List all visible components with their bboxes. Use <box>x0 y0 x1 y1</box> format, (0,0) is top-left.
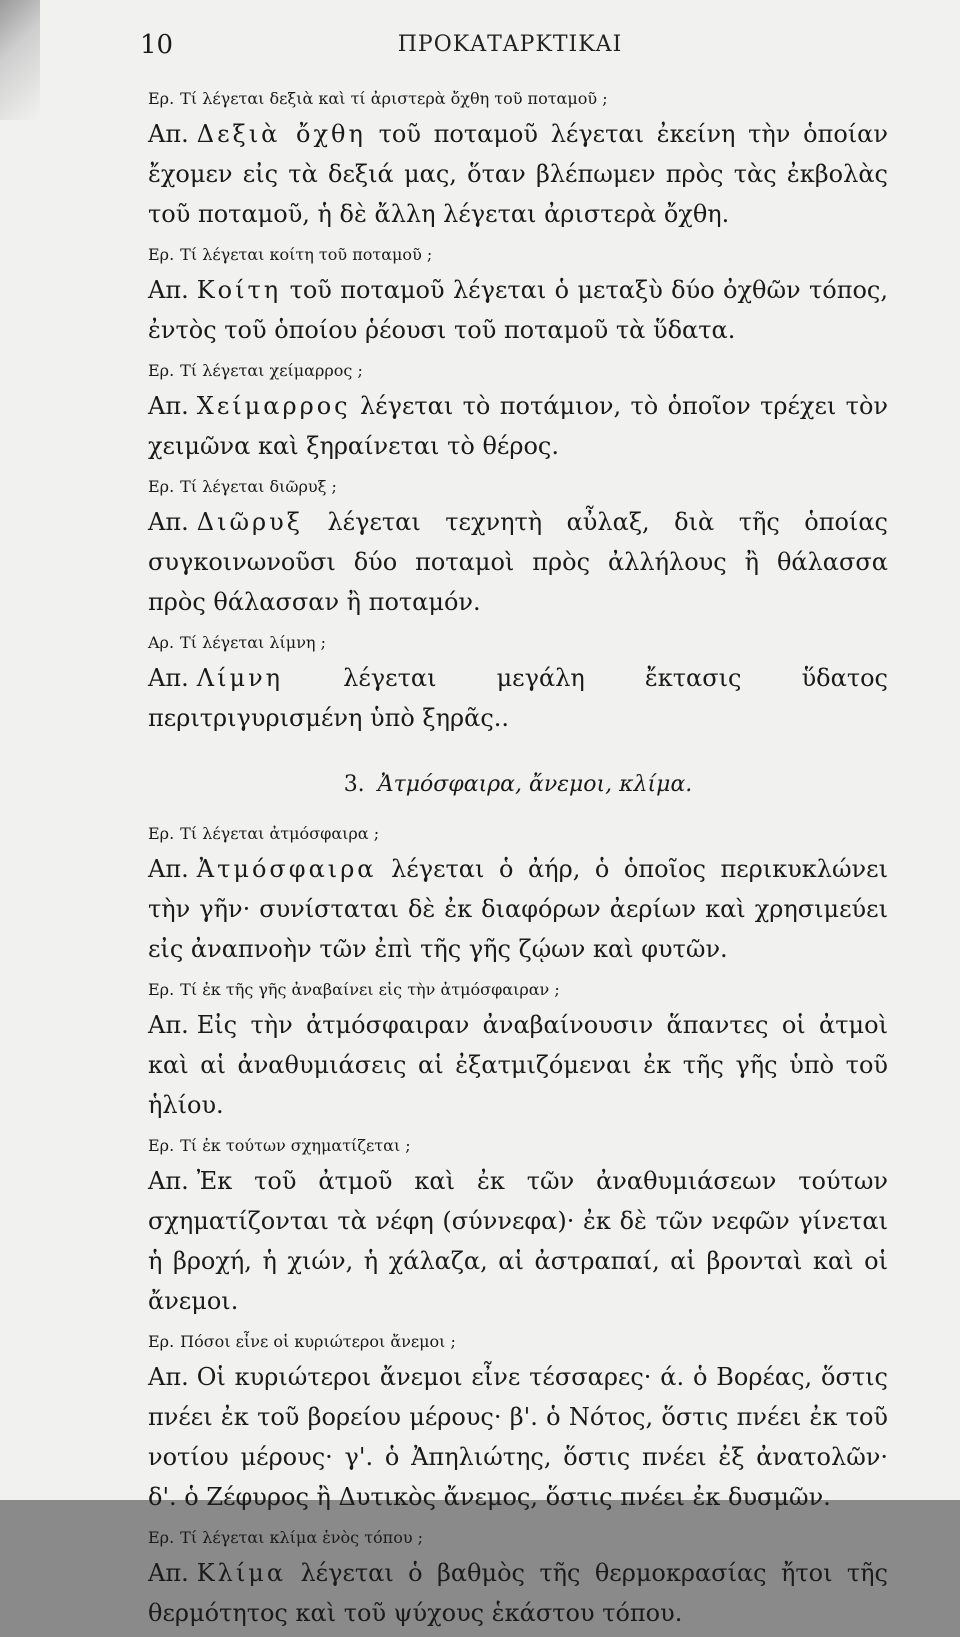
section-heading <box>148 772 888 797</box>
answer-term: Διῶρυξ <box>196 508 303 536</box>
answer-term: Κοίτη <box>196 276 282 304</box>
answer <box>148 849 888 969</box>
question-text: Τί λέγεται κοίτη τοῦ ποταμοῦ ; <box>180 245 433 264</box>
answer <box>148 270 888 350</box>
page-header <box>140 30 880 70</box>
answer <box>148 114 888 234</box>
answer-label: Απ. <box>148 276 189 304</box>
answer-term: Δεξιὰ ὄχθη <box>196 120 366 148</box>
answer-text: λέγεται ὁ βαθμὸς τῆς θερμοκρασίας ἤτοι τῆς θερμότητος καὶ τοῦ ψύχους ἑκάστου τόπου. <box>148 1559 888 1627</box>
answer-label: Απ. <box>148 855 189 883</box>
running-title: ΠΡΟΚΑΤΑΡΚΤΙΚΑΙ <box>397 32 623 57</box>
answer-term: Κλίμα <box>196 1559 287 1587</box>
answer-label: Απ. <box>148 392 189 420</box>
page-number: 10 <box>140 30 174 60</box>
question-text: Τί λέγεται δεξιὰ καὶ τί ἀριστερὰ ὄχθη τοῦ ποταμοῦ ; <box>180 89 608 108</box>
answer <box>148 1357 888 1517</box>
answer <box>148 502 888 622</box>
answer-label: Απ. <box>148 1559 189 1587</box>
qa-list-rivers <box>148 88 888 738</box>
question-label: Ερ. <box>148 1136 175 1155</box>
question <box>148 632 888 654</box>
question-label: Ερ. <box>148 1528 175 1547</box>
question <box>148 360 888 382</box>
question <box>148 1527 888 1549</box>
answer <box>148 1161 888 1321</box>
answer-label: Απ. <box>148 1363 189 1391</box>
question-label: Ερ. <box>148 245 175 264</box>
answer <box>148 1553 888 1633</box>
answer-label: Απ. <box>148 1167 189 1195</box>
question <box>148 979 888 1001</box>
question-label: Ερ. <box>148 1332 175 1351</box>
question-label: Ερ. <box>148 824 175 843</box>
answer-text: λέγεται μεγάλη ἔκτασις ὕδατος περιτριγυρισμένη ὑπὸ ξηρᾶς.. <box>148 664 888 732</box>
question <box>148 244 888 266</box>
answer-term: Λίμνη <box>196 664 284 692</box>
section-title: Ἀτμόσφαιρα, ἄνεμοι, κλίμα. <box>377 772 693 797</box>
question-text: Τί λέγεται χείμαρρος ; <box>180 361 363 380</box>
question-text: Πόσοι εἶνε οἱ κυριώτεροι ἄνεμοι ; <box>180 1332 456 1351</box>
question <box>148 476 888 498</box>
question-text: Τί λέγεται κλίμα ἑνὸς τόπου ; <box>180 1528 424 1547</box>
answer-text: τοῦ ποταμοῦ λέγεται ἐκείνη τὴν ὁποίαν ἔχομεν εἰς τὰ δεξιά μας, ὅταν βλέπωμεν πρὸς τὰς ἐκβολὰς τοῦ ποταμοῦ, ἡ δὲ ἄλλη λέγεται ἀριστερὰ ὄχθη. <box>148 120 888 228</box>
answer-text: τοῦ ποταμοῦ λέγεται ὁ μεταξὺ δύο ὀχθῶν τόπος, ἐντὸς τοῦ ὁποίου ῥέουσι τοῦ ποταμοῦ τὰ ὕδατα. <box>148 276 888 344</box>
question-label: Αρ. <box>148 633 175 652</box>
question-text: Τί λέγεται διῶρυξ ; <box>180 477 337 496</box>
question-text: Τί ἐκ τούτων σχηματίζεται ; <box>180 1136 411 1155</box>
question-label: Ερ. <box>148 477 175 496</box>
answer-text: λέγεται ὁ ἀήρ, ὁ ὁποῖος περικυκλώνει τὴν γῆν· συνίσταται δὲ ἐκ διαφόρων ἀερίων καὶ χρησιμεύει εἰς ἀναπνοὴν τῶν ἐπὶ τῆς γῆς ζῴων καὶ φυτῶν. <box>148 855 888 963</box>
question-label: Ερ. <box>148 980 175 999</box>
question-label: Ερ. <box>148 361 175 380</box>
question-text: Τί λέγεται λίμνη ; <box>180 633 326 652</box>
question <box>148 823 888 845</box>
answer-text: λέγεται τὸ ποτάμιον, τὸ ὁποῖον τρέχει τὸν χειμῶνα καὶ ξηραίνεται τὸ θέρος. <box>148 392 888 460</box>
answer-label: Απ. <box>148 1011 189 1039</box>
answer <box>148 658 888 738</box>
answer-term: Χείμαρρος <box>196 392 351 420</box>
question <box>148 1331 888 1353</box>
qa-list-atmosphere <box>148 823 888 1633</box>
page-body <box>148 78 888 1637</box>
answer-text: λέγεται τεχνητὴ αὖλαξ, διὰ τῆς ὁποίας συγκοινωνοῦσι δύο ποταμοὶ πρὸς ἀλλήλους ἢ θάλασσα πρὸς θάλασσαν ἢ ποταμόν. <box>148 508 888 616</box>
answer <box>148 1005 888 1125</box>
answer-label: Απ. <box>148 508 189 536</box>
answer-label: Απ. <box>148 120 189 148</box>
answer-text: Οἱ κυριώτεροι ἄνεμοι εἶνε τέσσαρες· ά. ὁ Βορέας, ὅστις πνέει ἐκ τοῦ βορείου μέρους· β'. ὁ Νότος, ὅστις πνέει ἐκ τοῦ νοτίου μέρους· γ'. ὁ Ἀπηλιώτης, ὅστις πνέει ἐξ ἀνατολῶν· δ'. ὁ Ζέφυρος ἢ Δυτικὸς ἄνεμος, ὅστις πνέει ἐκ δυσμῶν. <box>148 1363 888 1511</box>
question-text: Τί ἐκ τῆς γῆς ἀναβαίνει εἰς τὴν ἀτμόσφαιραν ; <box>180 980 560 999</box>
question <box>148 88 888 110</box>
section-number: 3. <box>343 772 365 797</box>
question-label: Ερ. <box>148 89 175 108</box>
question <box>148 1135 888 1157</box>
answer-label: Απ. <box>148 664 189 692</box>
question-text: Τί λέγεται ἀτμόσφαιρα ; <box>180 824 380 843</box>
answer-term: Ἀτμόσφαιρα <box>196 855 377 883</box>
answer-text: Εἰς τὴν ἀτμόσφαιραν ἀναβαίνουσιν ἅπαντες οἱ ἀτμοὶ καὶ αἱ ἀναθυμιάσεις αἱ ἐξατμιζόμεναι ἐκ τῆς γῆς ὑπὸ τοῦ ἡλίου. <box>148 1011 888 1119</box>
answer <box>148 386 888 466</box>
answer-text: Ἐκ τοῦ ἀτμοῦ καὶ ἐκ τῶν ἀναθυμιάσεων τούτων σχηματίζονται τὰ νέφη (σύννεφα)· ἐκ δὲ τῶν νεφῶν γίνεται ἡ βροχή, ἡ χιών, ἡ χάλαζα, αἱ ἀστραπαί, αἱ βρονταὶ καὶ οἱ ἄνεμοι. <box>148 1167 888 1315</box>
